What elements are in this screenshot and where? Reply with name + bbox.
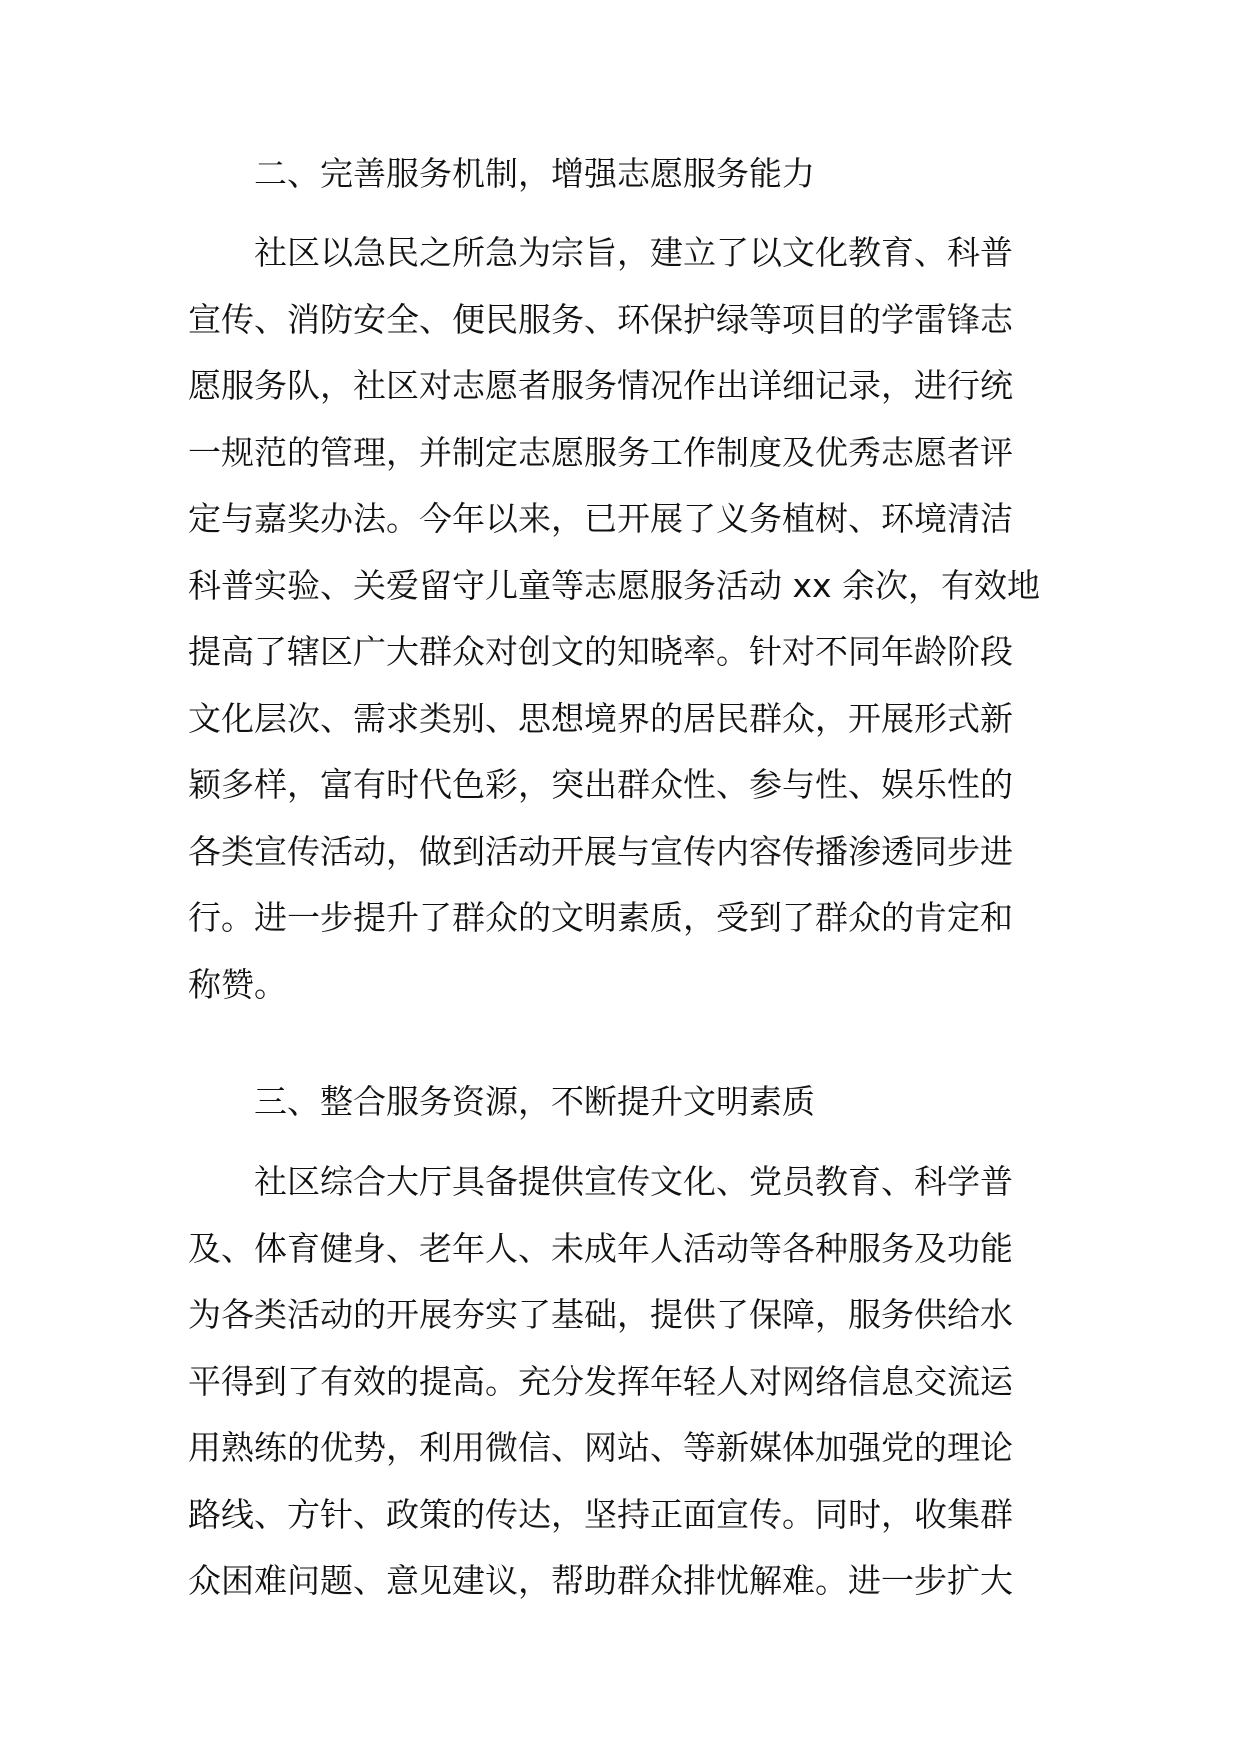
section-2-heading: 二、完善服务机制，增强志愿服务能力 bbox=[254, 154, 815, 193]
paragraph-line: 文化层次、需求类别、思想境界的居民群众，开展形式新 bbox=[188, 698, 1013, 738]
paragraph-line: 行。进一步提升了群众的文明素质，受到了群众的肯定和 bbox=[188, 898, 1013, 937]
paragraph-line: 宣传、消防安全、便民服务、环保护绿等项目的学雷锋志 bbox=[188, 299, 1013, 339]
section-2-paragraph bbox=[188, 220, 1058, 1018]
paragraph-line: 愿服务队，社区对志愿者服务情况作出详细记录，进行统 bbox=[188, 366, 1013, 405]
paragraph-line: 社区以急民之所急为宗旨，建立了以文化教育、科普 bbox=[254, 233, 1013, 272]
paragraph-line: 各类宣传活动，做到活动开展与宣传内容传播渗透同步进 bbox=[188, 831, 1013, 871]
paragraph-line: 提高了辖区广大群众对创文的知晓率。针对不同年龄阶段 bbox=[188, 632, 1013, 671]
paragraph-line: 用熟练的优势，利用微信、网站、等新媒体加强党的理论 bbox=[188, 1428, 1013, 1467]
paragraph-line: 路线、方针、政策的传达，坚持正面宣传。同时，收集群 bbox=[188, 1494, 1013, 1534]
paragraph-line: 称赞。 bbox=[188, 964, 287, 1004]
paragraph-line: 科普实验、关爱留守儿童等志愿服务活动 xx 余次，有效地 bbox=[188, 565, 1041, 605]
paragraph-line: 颖多样，富有时代色彩，突出群众性、参与性、娱乐性的 bbox=[188, 765, 1013, 804]
paragraph-line: 定与嘉奖办法。今年以来，已开展了义务植树、环境清洁 bbox=[188, 499, 1013, 538]
paragraph-line: 社区综合大厅具备提供宣传文化、党员教育、科学普 bbox=[254, 1162, 1013, 1201]
section-3-paragraph bbox=[188, 1149, 1058, 1615]
paragraph-line: 众困难问题、意见建议，帮助群众排忧解难。进一步扩大 bbox=[188, 1561, 1013, 1600]
paragraph-line: 为各类活动的开展夯实了基础，提供了保障，服务供给水 bbox=[188, 1295, 1013, 1334]
paragraph-line: 一规范的管理，并制定志愿服务工作制度及优秀志愿者评 bbox=[188, 432, 1013, 472]
section-3-heading: 三、整合服务资源，不断提升文明素质 bbox=[254, 1082, 815, 1121]
paragraph-line: 平得到了有效的提高。充分发挥年轻人对网络信息交流运 bbox=[188, 1361, 1013, 1401]
paragraph-line: 及、体育健身、老年人、未成年人活动等各种服务及功能 bbox=[188, 1228, 1013, 1268]
